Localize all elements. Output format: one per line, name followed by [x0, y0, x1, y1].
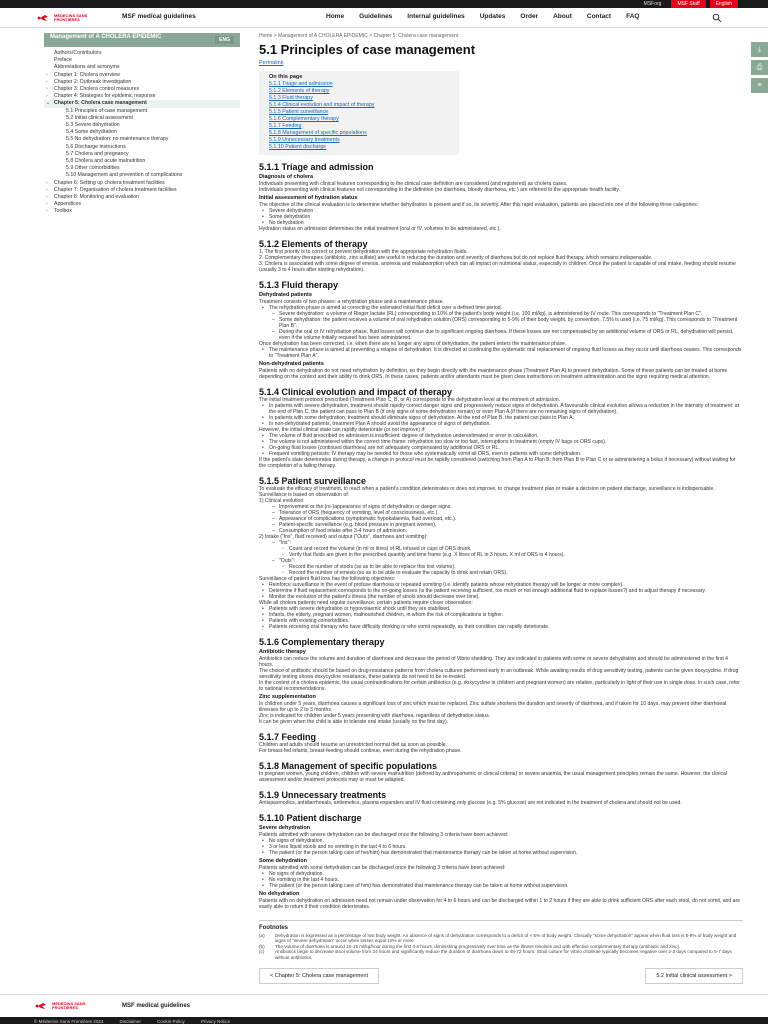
sidebar-item-label: Preface — [54, 57, 72, 64]
toc-link[interactable]: 5.1.4 Clinical evolution and impact of therapy — [269, 102, 375, 108]
sidebar-item-label: Chapter 5: Cholera case management — [54, 100, 147, 107]
paragraph: While all cholera patients need regular surveillance, certain patients require closer observation: — [259, 600, 473, 606]
sidebar-item-label: Chapter 2: Outbreak investigation — [54, 78, 132, 85]
sidebar-item[interactable] — [44, 194, 240, 201]
toc-title: On this page — [269, 74, 303, 80]
list-item: • On-going fluid losses (continued diarrhoea) are not adequately compensated by additional ORS or RL. — [259, 445, 743, 451]
list-item: – "Outs": — [259, 558, 743, 564]
paragraph: Hydration status on admission determines the initial treatment (oral or IV, volumes to be administered, etc.). — [259, 226, 501, 232]
paragraph: Patients with no dehydration do not need rehydration by definition, so they begin directly with the maintenance phase (Treatment Plan A) to prevent dehydration. Some of these patients can be treated at home depending on the context and their ability to drink ORS. In these cases, patients and/or attendants must be given clear instructions on treatment administration and the signs requiring medical attention. — [259, 368, 728, 380]
paragraph: 3. Cholera is associated with some degree of emesis, anorexia and malabsorption which can all impact on nutritional status, especially in children. Once the patient is capable of oral intake, feeding should resume (usually 3 to 4 hours after starting rehydration). — [259, 261, 736, 273]
sidebar-item[interactable] — [44, 172, 240, 179]
on-this-page — [259, 71, 459, 155]
site-title[interactable]: MSF medical guidelines — [122, 13, 196, 20]
toc-link[interactable]: 5.1.1 Triage and admission — [269, 81, 333, 87]
list-item: • Some dehydration — [259, 214, 743, 220]
chevron-icon: › — [46, 86, 48, 93]
privacy-notice-link[interactable]: Privacy Notice — [200, 1018, 231, 1024]
sidebar-item-label: 5.1 Principles of case management — [66, 107, 148, 114]
section-heading: 5.1.1 Triage and admission — [259, 162, 374, 172]
sidebar — [44, 33, 240, 216]
chevron-icon: › — [46, 201, 48, 208]
list-item: • Patients receiving oral therapy who have difficulty drinking or who vomit repeatedly, as their condition can rapidly deteriorate. — [259, 624, 743, 630]
toc-link[interactable]: 5.1.10 Patient discharge — [269, 144, 327, 150]
msf-staff-link[interactable]: MSF Staff — [671, 0, 705, 8]
bullet-list — [259, 504, 743, 534]
section-heading: 5.1.5 Patient surveillance — [259, 476, 367, 486]
list-item: – Severe dehydration: a volume of Ringer lactate (RL) corresponding to 10% of the patient's body weight (i.e. 100 ml/kg), is administered by IV route. This corresponds to "Treatment Plan C". — [259, 311, 743, 317]
sidebar-item[interactable] — [44, 208, 240, 215]
paragraph: The objective of the clinical evaluation is to determine whether dehydration is present and if so, its severity. After this rapid evaluation, patients are placed into one of the following three categories: — [259, 202, 699, 208]
paragraph: In the context of a cholera epidemic, the usual contraindications for certain antibiotics (e.g. doxycycline in children and pregnant women) are relative, particularly in light of their use in single dose. In such case, refer to national recommendations. — [259, 680, 740, 692]
site-header — [0, 8, 768, 28]
print-icon[interactable]: ⎙ — [751, 60, 768, 75]
nav-about[interactable]: About — [553, 13, 572, 20]
section-heading: 5.1.4 Clinical evolution and impact of therapy — [259, 387, 453, 397]
list-item: • No signs of dehydration. — [259, 838, 743, 844]
list-item: • The maintenance phase is aimed at preventing a relapse of dehydration. It is directed at continuing the systematic oral replacement of ongoing fluid losses as they occur until diarrhoea ceases. This corresponds to "Treatment Plan A". — [259, 347, 743, 359]
bullet-list — [259, 305, 743, 341]
nav-faq[interactable]: FAQ — [626, 13, 640, 20]
paragraph: 1. The first priority is to correct or prevent dehydration with the appropriate rehydration fluids. — [259, 249, 468, 255]
bullet-list — [259, 582, 743, 600]
section-heading: 5.1.7 Feeding — [259, 732, 317, 742]
subsection-heading: Severe dehydration — [259, 825, 311, 831]
subsection-heading: Dehydrated patients — [259, 292, 312, 298]
sidebar-item-label: Abbreviations and acronyms — [54, 64, 120, 71]
list-item: – Appearance of complications (symptomatic hypokalaemia, fluid overload, etc.). — [259, 516, 743, 522]
sidebar-item[interactable] — [44, 108, 240, 115]
paragraph: Surveillance of patient fluid loss has the following objectives: — [259, 576, 396, 582]
list-item: ◦ Record the number of emesis (so as to be able to evaluate the capacity to drink and retain ORS). — [259, 570, 743, 576]
toc-link[interactable]: 5.1.2 Elements of therapy — [269, 88, 330, 94]
paragraph: Individuals presenting with clinical features corresponding to the clinical case definition are considered (and registered) as cholera cases. — [259, 181, 568, 187]
paragraph: To evaluate the efficacy of treatment, to react when a patient's condition deteriorates or does not improve, to change treatment plan or make a decision on patient discharge, surveillance is indispensable. Surveillance is based on observation of: — [259, 486, 715, 498]
site-footer — [0, 994, 768, 1024]
next-page-button[interactable]: 5.2 Initial clinical assessment > — [645, 968, 743, 984]
permalink[interactable]: Permalink — [259, 60, 284, 66]
sidebar-item-label: Chapter 1: Cholera overview — [54, 71, 120, 78]
section-heading: 5.1.9 Unnecessary treatments — [259, 790, 387, 800]
paragraph: 2. Complementary therapies (antibiotic, zinc sulfate) are useful in reducing the duration and severity of diarrhoea but do not replace fluid therapy, which remains indispensable. — [259, 255, 653, 261]
sidebar-item-label: Chapter 7: Organisation of cholera treatment facilities — [54, 186, 177, 193]
list-item: – Some dehydration: the patient receives a volume of oral rehydration solution (ORS) corresponding to 5-9% of their body weight, by convention, 7.5% is used (i.e. 75 ml/kg). This corresponds to "Treatment Plan B". — [259, 317, 743, 329]
footnotes-title: Footnotes — [259, 925, 288, 931]
bullet-list — [259, 871, 743, 889]
page-title: 5.1 Principles of case management — [259, 42, 476, 57]
list-item: • Monitor the evolution of the patient's illness (the number of stools should decrease over time). — [259, 594, 743, 600]
paragraph: Once dehydration has been corrected, i.e. when there are no longer any signs of dehydration, the patient enters the maintenance phase. — [259, 341, 567, 347]
bullet-list — [259, 433, 743, 457]
sidebar-item[interactable] — [44, 201, 240, 208]
chevron-icon: › — [46, 78, 48, 85]
logo-text: MÉDECINS SANS FRONTIÈRES — [54, 13, 88, 22]
copyright: © Médecins Sans Frontières 2024 — [34, 1018, 104, 1024]
page-navigation — [259, 968, 743, 984]
sidebar-item-label: Toolbox — [54, 208, 72, 215]
footnote — [259, 949, 743, 960]
section-heading: 5.1.8 Management of specific populations — [259, 761, 438, 771]
chevron-icon: › — [46, 179, 48, 186]
subsection-heading: Zinc supplementation — [259, 694, 316, 700]
paragraph: Antibiotics can reduce the volume and duration of diarrhoea and decrease the period of Vibrio shedding. They are indicated in patients with some or severe dehydration and should be administered in the first 4 hours. — [259, 656, 729, 668]
bullet-list — [259, 540, 743, 576]
footnote-text: Antibiotics begin to decrease stool volume from 24 hours and significantly reduce the duration of diarrhoea down to 48-72 hours. Stool culture for Vibrio cholerae typically becomes negative over 2-3 days compared to 5-7 days without antibiotics. — [275, 949, 732, 960]
top-bar — [0, 0, 768, 8]
list-item: • No signs of dehydration. — [259, 871, 743, 877]
bullet-list — [259, 838, 743, 856]
chevron-icon: › — [46, 208, 48, 215]
sidebar-item[interactable] — [44, 158, 240, 165]
sidebar-item[interactable] — [44, 79, 240, 86]
toc-link[interactable]: 5.1.9 Unnecessary treatments — [269, 137, 340, 143]
paragraph: Patients admitted with some dehydration can be discharged once the following 3 criteria have been achieved: — [259, 865, 506, 871]
footnote-text: The volume of diarrhoea is around 10-15 ml/kg/hour during the first 4-6 hours, diminishing progressively over time as the illness resolves and with effective complementary therapy (antibiotic and zinc). — [275, 943, 681, 949]
msf-logo-icon — [36, 13, 52, 23]
nav-order[interactable]: Order — [520, 13, 539, 20]
toc-link[interactable]: 5.1.6 Complementary therapy — [269, 116, 339, 122]
paragraph: The initial treatment protocol prescribed (Treatment Plan C, B, or A) corresponds to the dehydration level at the moment of admission. — [259, 397, 561, 403]
list-item: • Infants, the elderly, pregnant women, malnourished children, in whom the risk of complications is higher. — [259, 612, 743, 618]
list-item: – During the oral or IV rehydration phase, fluid losses will continue due to significant ongoing diarrhoea. If these losses are not compensated by an additional volume of ORS or RL, dehydration will persist, even if the volume initially required has been administered. — [259, 329, 743, 341]
footer-title[interactable]: MSF medical guidelines — [122, 1003, 191, 1009]
toc-link[interactable]: 5.1.5 Patient surveillance — [269, 109, 329, 115]
bullet-list — [259, 403, 743, 427]
paragraph: Zinc is indicated for children under 5 years presenting with diarrhoea, regardless of dehydration status. — [259, 713, 491, 719]
footer-bottom-bar — [0, 1017, 768, 1024]
sidebar-item-label: 5.4 Some dehydration — [66, 129, 117, 136]
paragraph: Children and adults should resume an unrestricted normal diet as soon as possible. — [259, 742, 448, 748]
sidebar-item[interactable] — [44, 64, 240, 71]
list-item: • The patient (or the person taking care of him) has demonstrated that maintenance therapy can be taken at home without supervision. — [259, 883, 743, 889]
sidebar-item-label: Chapter 8: Monitoring and evaluation — [54, 194, 140, 201]
nav-home[interactable]: Home — [326, 13, 345, 20]
sidebar-item-label: 5.3 Severe dehydration — [66, 122, 120, 129]
sidebar-item[interactable] — [44, 122, 240, 129]
msf-logo-icon[interactable] — [34, 1001, 50, 1011]
floating-actions — [751, 42, 768, 96]
sidebar-item-label: Authors/Contributors — [54, 50, 102, 56]
list-item: • Frequent vomiting persists: IV therapy may be needed for those who systematically vomit all ORS, even in patients with some dehydration. — [259, 451, 743, 457]
bullet-list — [259, 606, 743, 630]
sidebar-item[interactable] — [44, 187, 240, 194]
list-item: – Improvement or the (re-)appearance of signs of dehydration or danger signs. — [259, 504, 743, 510]
sidebar-item[interactable] — [44, 57, 240, 64]
sidebar-item-label: Chapter 4: Strategies for epidemic response — [54, 93, 156, 100]
breadcrumb[interactable]: Home > Management of A CHOLERA EPIDEMIC > Chapter 5: Cholera case management — [259, 33, 459, 39]
paragraph: In pregnant women, young children, children with severe malnutrition (defined by anthropometric or clinical criteria) or severe anaemia, the usual management principles remain the same. However, the clinical assessment and/or treatment protocols may or must be adapted. — [259, 771, 728, 783]
toc-link[interactable]: 5.1.8 Management of specific populations — [269, 130, 367, 136]
sidebar-item[interactable] — [44, 86, 240, 93]
paragraph: It can be given when the child is able to tolerate oral intake (usually on the first day). — [259, 719, 449, 725]
chevron-icon: › — [46, 194, 48, 201]
chevron-icon: › — [46, 93, 48, 100]
chevron-icon: › — [46, 71, 48, 78]
sidebar-item[interactable] — [44, 50, 240, 57]
list-item: • In non-dehydrated patients, treatment Plan A should avoid the appearance of signs of dehydration. — [259, 421, 743, 427]
sidebar-item-label: 5.8 Cholera and acute malnutrition — [66, 158, 146, 165]
sidebar-item[interactable] — [44, 115, 240, 122]
subsection-heading: Antibiotic therapy — [259, 649, 306, 655]
list-item: • 3 or less liquid stools and no vomiting in the last 4 to 6 hours. — [259, 844, 743, 850]
section-heading: 5.1.3 Fluid therapy — [259, 280, 339, 290]
paragraph: Antispasmodics, antidiarrhoeals, antiemetics, plasma expanders and IV fluid containing only glucose (e.g. 5% glucose) are not indicated in the treatment of cholera and should not be used. — [259, 800, 682, 806]
list-item: – Patient-specific surveillance (e.g. blood pressure in pregnant women). — [259, 522, 743, 528]
sidebar-item-label: 5.6 Discharge instructions — [66, 143, 126, 150]
subsection-heading: Initial assessment of hydration status — [259, 195, 358, 201]
list-item: • Severe dehydration — [259, 208, 743, 214]
paragraph: Patients admitted with severe dehydration can be discharged once the following 3 criteria have been achieved: — [259, 832, 509, 838]
footnote-text: Dehydration is expressed as a percentage of lost body weight. An absence of signs of dehydration corresponds to a deficit of < 5% of body weight. Clinically "some dehydration" appear when fluid loss is 5-9% of body weight and signs of "severe dehydration" occur when losses equal 10% or more. — [275, 933, 737, 944]
footnote-mark[interactable]: (b) — [259, 943, 265, 949]
sidebar-item[interactable] — [44, 165, 240, 172]
sidebar-item-label: 5.10 Management and prevention of complications — [66, 172, 183, 179]
paragraph: If the patient's state deteriorates during therapy, a change in protocol must be rapidly considered (switching from Plan A to Plan B; from Plan B to Plan C or re-administering a bolus if necessary) without waiting for the completion of a failing therapy. — [259, 457, 736, 469]
nav-guidelines[interactable]: Guidelines — [359, 13, 393, 20]
footnote-mark[interactable]: (a) — [259, 933, 265, 938]
paragraph: For breast-fed infants, breast-feeding should continue, even during the rehydration phase. — [259, 748, 462, 754]
paragraph: Patients with no dehydration on admission need not remain under observation for 4 to 6 hours and can be discharged within 1 to 2 hours if they are able to drink sufficient ORS after each stool, do not vomit, and are easily able to return if their condition deteriorates. — [259, 898, 740, 910]
sidebar-item[interactable] — [44, 180, 240, 187]
list-item: • In patients with severe dehydration, treatment should rapidly correct danger signs and progressively reduce signs of dehydration. A favourable clinical evolution allows a reduction in the intensity of treatment: at the end of Plan C, the patient can pass to Plan B (if only signs of some dehydration remain) or even Plan A (if there are no remaining signs of dehydration). — [259, 403, 743, 415]
footnotes — [259, 920, 743, 960]
section-heading: 5.1.10 Patient discharge — [259, 813, 362, 823]
list-item: ◦ Record the number of stools (so as to be able to replace this lost volume). — [259, 564, 743, 570]
subsection-heading: No dehydration — [259, 891, 300, 897]
sidebar-list — [44, 47, 240, 216]
msf-logo[interactable] — [36, 11, 106, 25]
bullet-list — [259, 347, 743, 359]
list-item: – "Ins": — [259, 540, 743, 546]
sidebar-item-label: Chapter 3: Cholera control measures — [54, 86, 140, 93]
bullet-list — [259, 208, 743, 226]
paragraph: Treatment consists of two phases: a rehydration phase and a maintenance phase. — [259, 299, 444, 305]
sidebar-language-toggle[interactable]: ENG — [215, 36, 234, 44]
paragraph: 1) Clinical evolution: — [259, 498, 305, 504]
search-icon[interactable] — [712, 13, 722, 23]
sidebar-item-label: 5.2 Initial clinical assessment — [66, 114, 133, 121]
download-icon[interactable]: ⤓ — [751, 42, 768, 57]
paragraph: However, the initial clinical state can rapidly deteriorate (or not improve) if: — [259, 427, 426, 433]
paragraph: Individuals presenting with clinical features not corresponding to the definition (no diarrhoea, bloody diarrhoea, etc.) are referred to the appropriate health facility. — [259, 187, 620, 193]
nav-contact[interactable]: Contact — [586, 13, 612, 20]
footnote-mark[interactable]: (c) — [259, 949, 265, 955]
main-nav — [326, 13, 639, 20]
toc-link[interactable]: 5.1.3 Fluid therapy — [269, 95, 313, 101]
toc-link[interactable]: 5.1.7 Feeding — [269, 123, 302, 129]
list-item: • The volume of fluid prescribed on admission is insufficient: degree of dehydration underestimated or error in calculation. — [259, 433, 743, 439]
sidebar-item[interactable] — [44, 144, 240, 151]
list-item: • Determine if fluid replacement corresponds to the on-going losses (is the patient receiving sufficient, too much or not enough additional fluid to replace losses?) and to adjust therapy if necessary. — [259, 588, 743, 594]
chevron-icon: ⌄ — [46, 100, 51, 107]
sidebar-item-label: 5.7 Cholera and pregnancy — [66, 150, 129, 157]
section-heading: 5.1.2 Elements of therapy — [259, 239, 368, 249]
footnote — [259, 933, 743, 944]
subsection-heading: Non-dehydrated patients — [259, 361, 324, 367]
sidebar-item[interactable] — [44, 93, 240, 100]
sidebar-item[interactable] — [44, 129, 240, 136]
list-item: – Consumption of food intake after 3-4 hours of admission. — [259, 528, 743, 534]
list-item: • Patients with severe dehydration or hypovolaemic shock until they are stabilised. — [259, 606, 743, 612]
list-item: • The patient (or the person taking care of her/him) has demonstrated that maintenance therapy can be taken at home without supervision. — [259, 850, 743, 856]
list-item: • The volume is not administered within the correct time frame: rehydration too slow or too fast, interruptions in treatment (empty IV bags or ORS cups). — [259, 439, 743, 445]
language-select[interactable]: English — [710, 0, 738, 8]
sidebar-title[interactable]: Management of A CHOLERA EPIDEMIC — [50, 34, 162, 40]
sidebar-heading — [44, 33, 240, 47]
list-item: ◦ Verify that fluids are given in the prescribed quantity and time frame (e.g. X litres of RL in 3 hours, X ml of ORS in 4 hours). — [259, 552, 743, 558]
top-bar-links — [638, 0, 738, 8]
sidebar-item-label: Appendices — [54, 201, 82, 208]
cookie-policy-link[interactable]: Cookie Policy — [156, 1018, 185, 1024]
section-heading: 5.1.6 Complementary therapy — [259, 637, 385, 647]
sidebar-item[interactable] — [44, 100, 240, 107]
chevron-icon: › — [46, 186, 48, 193]
list-item: • Patients with existing comorbidities. — [259, 618, 743, 624]
nav-internal-guidelines[interactable]: Internal guidelines — [407, 13, 465, 20]
sidebar-item[interactable] — [44, 151, 240, 158]
list-item: • The rehydration phase is aimed at correcting the estimated initial fluid deficit over a defined time period. — [259, 305, 743, 311]
previous-page-button[interactable]: < Chapter 5: Cholera case management — [259, 968, 379, 984]
nav-updates[interactable]: Updates — [479, 13, 506, 20]
sidebar-item-label: Chapter 6: Setting up cholera treatment facilities — [54, 179, 165, 186]
list-item: • No dehydration — [259, 220, 743, 226]
paragraph: The choice of antibiotic should be based on drug-resistance patterns from cholera cultures performed early in an outbreak. While awaiting results of drug sensitivity testing, patients can be given doxycycline. If drug sensitivity testing shows doxycycline resistance, these patients do not need to be re-treated. — [259, 668, 739, 680]
disclaimer-link[interactable]: Disclaimer — [119, 1018, 141, 1024]
list-item: – Tolerance of ORS (frequency of vomiting, level of consciousness, etc.). — [259, 510, 743, 516]
list-item: • In patients with some dehydration, treatment should eliminate signs of dehydration. At the end of Plan B, the patient can pass to Plan A. — [259, 415, 743, 421]
menu-icon[interactable]: ≡ — [751, 78, 768, 93]
subsection-heading: Some dehydration — [259, 858, 307, 864]
footer-logo-text: MÉDECINS SANS FRONTIÈRES — [52, 1001, 86, 1010]
list-item: • Reinforce surveillance in the event of profuse diarrhoea or repeated vomiting (i.e. identify patients whose rehydration therapy will be longer or more complex). — [259, 582, 743, 588]
subsection-heading: Diagnosis of cholera — [259, 174, 314, 180]
main-content — [259, 33, 743, 984]
sidebar-item[interactable] — [44, 136, 240, 143]
paragraph: In children under 5 years, diarrhoea causes a significant loss of zinc which must be replaced. Zinc sulfate shortens the duration and severity of diarrhoea, and if taken for 10 days, may prevent other diarrhoeal illnesses for up to 2 to 3 months. — [259, 701, 727, 713]
sidebar-item-label: 5.9 Other comorbidities — [66, 165, 120, 172]
sidebar-item-label: 5.5 No dehydration: no maintenance therapy — [66, 136, 169, 143]
msf-org-link[interactable]: MSForg — [643, 1, 662, 7]
list-item: ◦ Count and record the volume (in ml or litres) of RL infused or cups of ORS drunk. — [259, 546, 743, 552]
list-item: • No vomiting in the last 4 hours. — [259, 877, 743, 883]
sidebar-item[interactable] — [44, 72, 240, 79]
paragraph: 2) Intake ("Ins", fluid received) and output ("Outs", diarrhoea and vomiting): — [259, 534, 428, 540]
